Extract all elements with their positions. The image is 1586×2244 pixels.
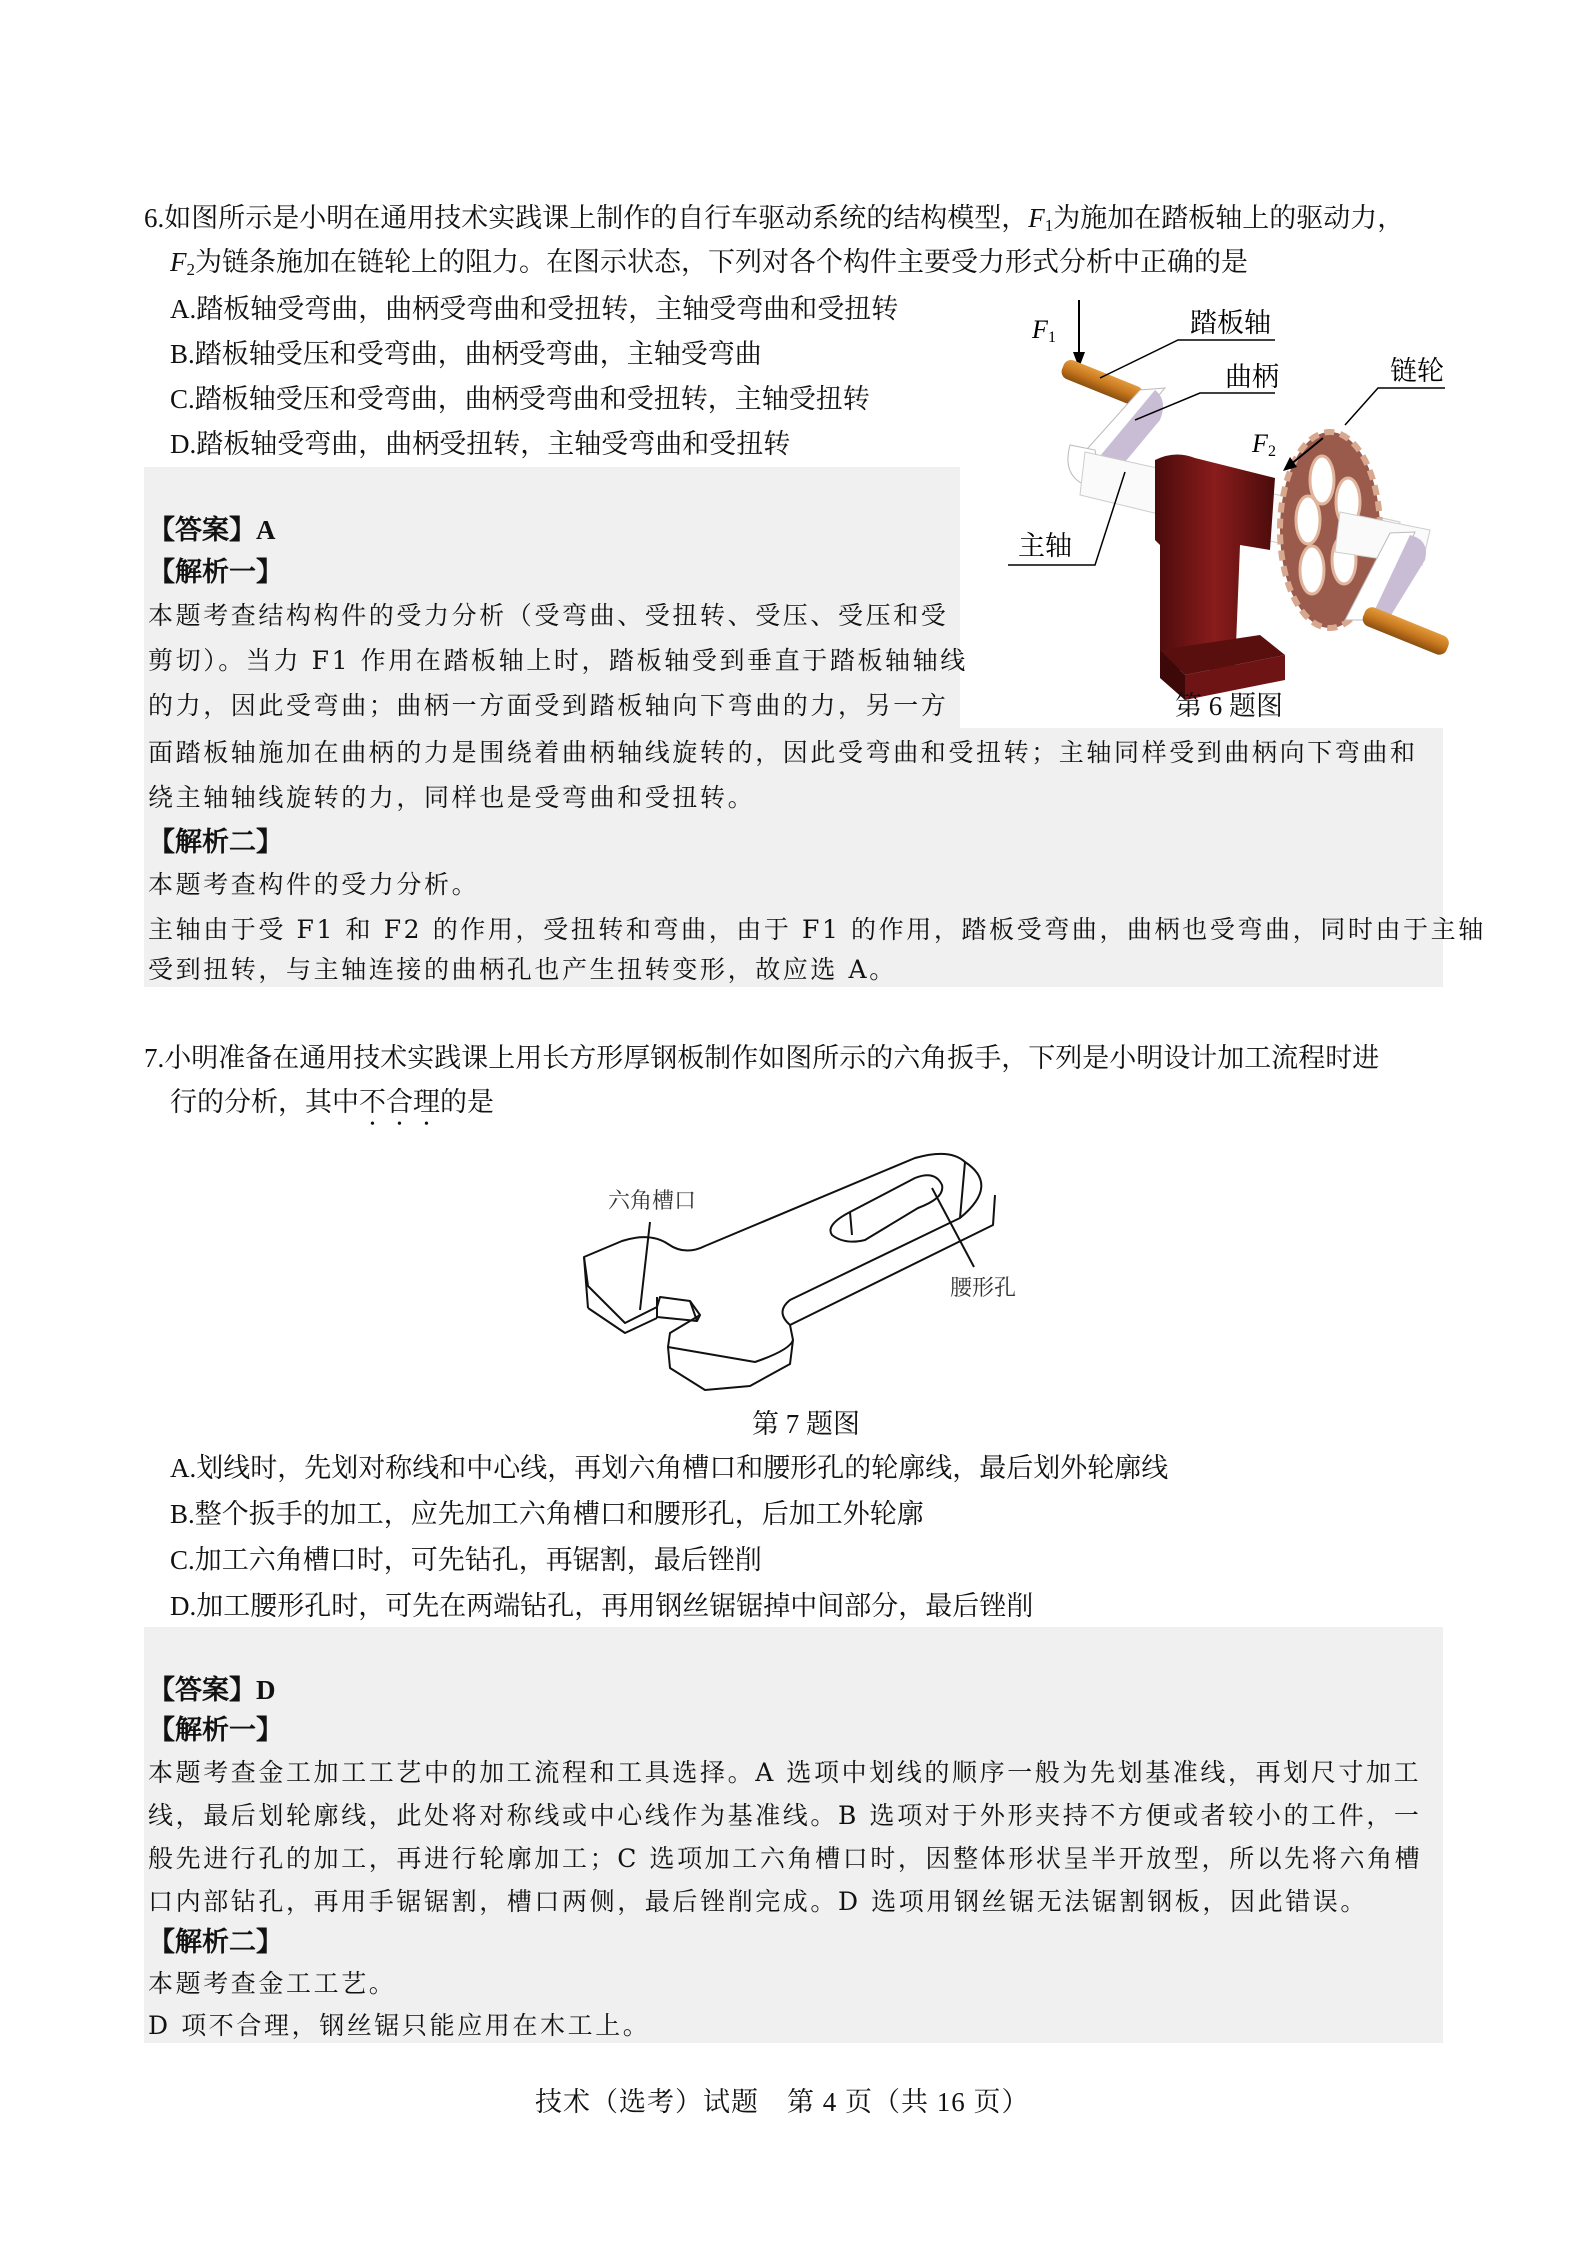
q7-analysis1-line: 线，最后划轮廓线，此处将对称线或中心线作为基准线。B 选项对于外形夹持不方便或者较小的工件，一 xyxy=(148,1801,1422,1830)
q7-analysis2-line: D 项不合理，钢丝锯只能应用在木工上。 xyxy=(148,2011,651,2040)
q7-figure-caption: 第 7 题图 xyxy=(752,1409,860,1439)
q6-analysis2-title: 【解析二】 xyxy=(148,827,283,857)
q6-analysis1-line: 面踏板轴施加在曲柄的力是围绕着曲柄轴线旋转的，因此受弯曲和受扭转；主轴同样受到曲柄向下弯曲和 xyxy=(148,738,1418,767)
svg-text:F: F xyxy=(1252,429,1268,458)
q6-stem-text-c: 为链条施加在链轮上的阻力。在图示状态，下列对各个构件主要受力形式分析中正确的是 xyxy=(195,247,1248,277)
svg-text:1: 1 xyxy=(1048,329,1056,346)
label-hex-slot: 六角槽口 xyxy=(608,1189,697,1214)
q6-option-d: D.踏板轴受弯曲，曲柄受扭转，主轴受弯曲和受扭转 xyxy=(170,429,791,459)
page-footer: 技术（选考）试题 第 4 页（共 16 页） xyxy=(535,2087,1030,2117)
q7-option-d: D.加工腰形孔时，可先在两端钻孔，再用钢丝锯锯掉中间部分，最后锉削 xyxy=(170,1591,1034,1621)
q6-analysis2-line: 本题考查构件的受力分析。 xyxy=(148,870,480,899)
svg-text:F: F xyxy=(1032,315,1048,344)
q6-figure xyxy=(990,290,1460,730)
q6-analysis2-line: 受到扭转，与主轴连接的曲柄孔也产生扭转变形，故应选 A。 xyxy=(148,955,897,984)
q7-analysis1-line: 本题考查金工加工工艺中的加工流程和工具选择。A 选项中划线的顺序一般为先划基准线，再划尺寸加工 xyxy=(148,1758,1422,1787)
q6-stem-line2 xyxy=(170,240,1248,292)
q6-analysis1-line: 绕主轴轴线旋转的力，同样也是受弯曲和受扭转。 xyxy=(148,783,756,812)
hex-wrench-illustration xyxy=(560,1140,1020,1400)
q6-stem-text-b: 为施加在踏板轴上的驱动力， xyxy=(1053,203,1405,233)
q6-analysis1-line: 的力，因此受弯曲；曲柄一方面受到踏板轴向下弯曲的力，另一方 xyxy=(148,691,949,720)
label-pedal-axle: 踏板轴 xyxy=(1190,308,1271,339)
q7-stem-line2: 行的分析，其中不合理的是 xyxy=(170,1087,494,1117)
q6-stem-text-a: 6.如图所示是小明在通用技术实践课上制作的自行车驱动系统的结构模型， xyxy=(144,203,1029,233)
bicycle-drive-model-illustration xyxy=(990,290,1460,730)
answer-value: A xyxy=(256,515,276,545)
q7-answer xyxy=(148,1670,276,1710)
emphasized-not-reasonable: 不合理 xyxy=(359,1087,440,1117)
q6-answer xyxy=(148,510,276,550)
q7-analysis2-line: 本题考查金工工艺。 xyxy=(148,1969,397,1998)
q6-option-b: B.踏板轴受压和受弯曲，曲柄受弯曲，主轴受弯曲 xyxy=(170,339,762,369)
label-sprocket: 链轮 xyxy=(1390,356,1444,387)
answer-label: 【答案】 xyxy=(148,1675,256,1705)
q7-figure xyxy=(560,1140,1020,1450)
svg-text:2: 2 xyxy=(1268,443,1276,460)
label-main-shaft: 主轴 xyxy=(1018,531,1072,562)
q6-analysis1-line: 剪切）。当力 F1 作用在踏板轴上时，踏板轴受到垂直于踏板轴轴线 xyxy=(148,646,968,675)
q6-analysis1-title: 【解析一】 xyxy=(148,557,283,587)
q6-option-c: C.踏板轴受压和受弯曲，曲柄受弯曲和受扭转，主轴受扭转 xyxy=(170,384,870,414)
q7-option-a: A.划线时，先划对称线和中心线，再划六角槽口和腰形孔的轮廓线，最后划外轮廓线 xyxy=(170,1453,1169,1483)
label-waist-hole: 腰形孔 xyxy=(950,1276,1017,1301)
f2-symbol: $F_2$ xyxy=(170,247,195,279)
q6-figure-caption: 第 6 题图 xyxy=(1175,691,1283,721)
q7-analysis1-line: 般先进行孔的加工，再进行轮廓加工；C 选项加工六角槽口时，因整体形状呈半开放型，所以先将六角槽 xyxy=(148,1844,1423,1873)
q6-analysis2-line: 主轴由于受 F1 和 F2 的作用，受扭转和弯曲，由于 F1 的作用，踏板受弯曲，曲柄也受弯曲，同时由于主轴 xyxy=(148,915,1486,944)
f1-symbol: $F_1$ xyxy=(1028,203,1054,235)
label-crank: 曲柄 xyxy=(1225,362,1279,393)
q6-analysis1-line: 本题考查结构构件的受力分析（受弯曲、受扭转、受压、受压和受 xyxy=(148,601,949,630)
q7-analysis2-title: 【解析二】 xyxy=(148,1927,283,1957)
q6-option-a: A.踏板轴受弯曲，曲柄受弯曲和受扭转，主轴受弯曲和受扭转 xyxy=(170,294,899,324)
answer-value: D xyxy=(256,1675,276,1705)
q7-option-c: C.加工六角槽口时，可先钻孔，再锯割，最后锉削 xyxy=(170,1545,762,1575)
q7-option-b: B.整个扳手的加工，应先加工六角槽口和腰形孔，后加工外轮廓 xyxy=(170,1499,924,1529)
q7-stem-line1: 7.小明准备在通用技术实践课上用长方形厚钢板制作如图所示的六角扳手，下列是小明设计加工流程时进 xyxy=(144,1043,1380,1073)
q7-analysis1-line: 口内部钻孔，再用手锯锯割，槽口两侧，最后锉削完成。D 选项用钢丝锯无法锯割钢板，因此错误。 xyxy=(148,1887,1368,1916)
answer-label: 【答案】 xyxy=(148,515,256,545)
q7-analysis1-title: 【解析一】 xyxy=(148,1715,283,1745)
